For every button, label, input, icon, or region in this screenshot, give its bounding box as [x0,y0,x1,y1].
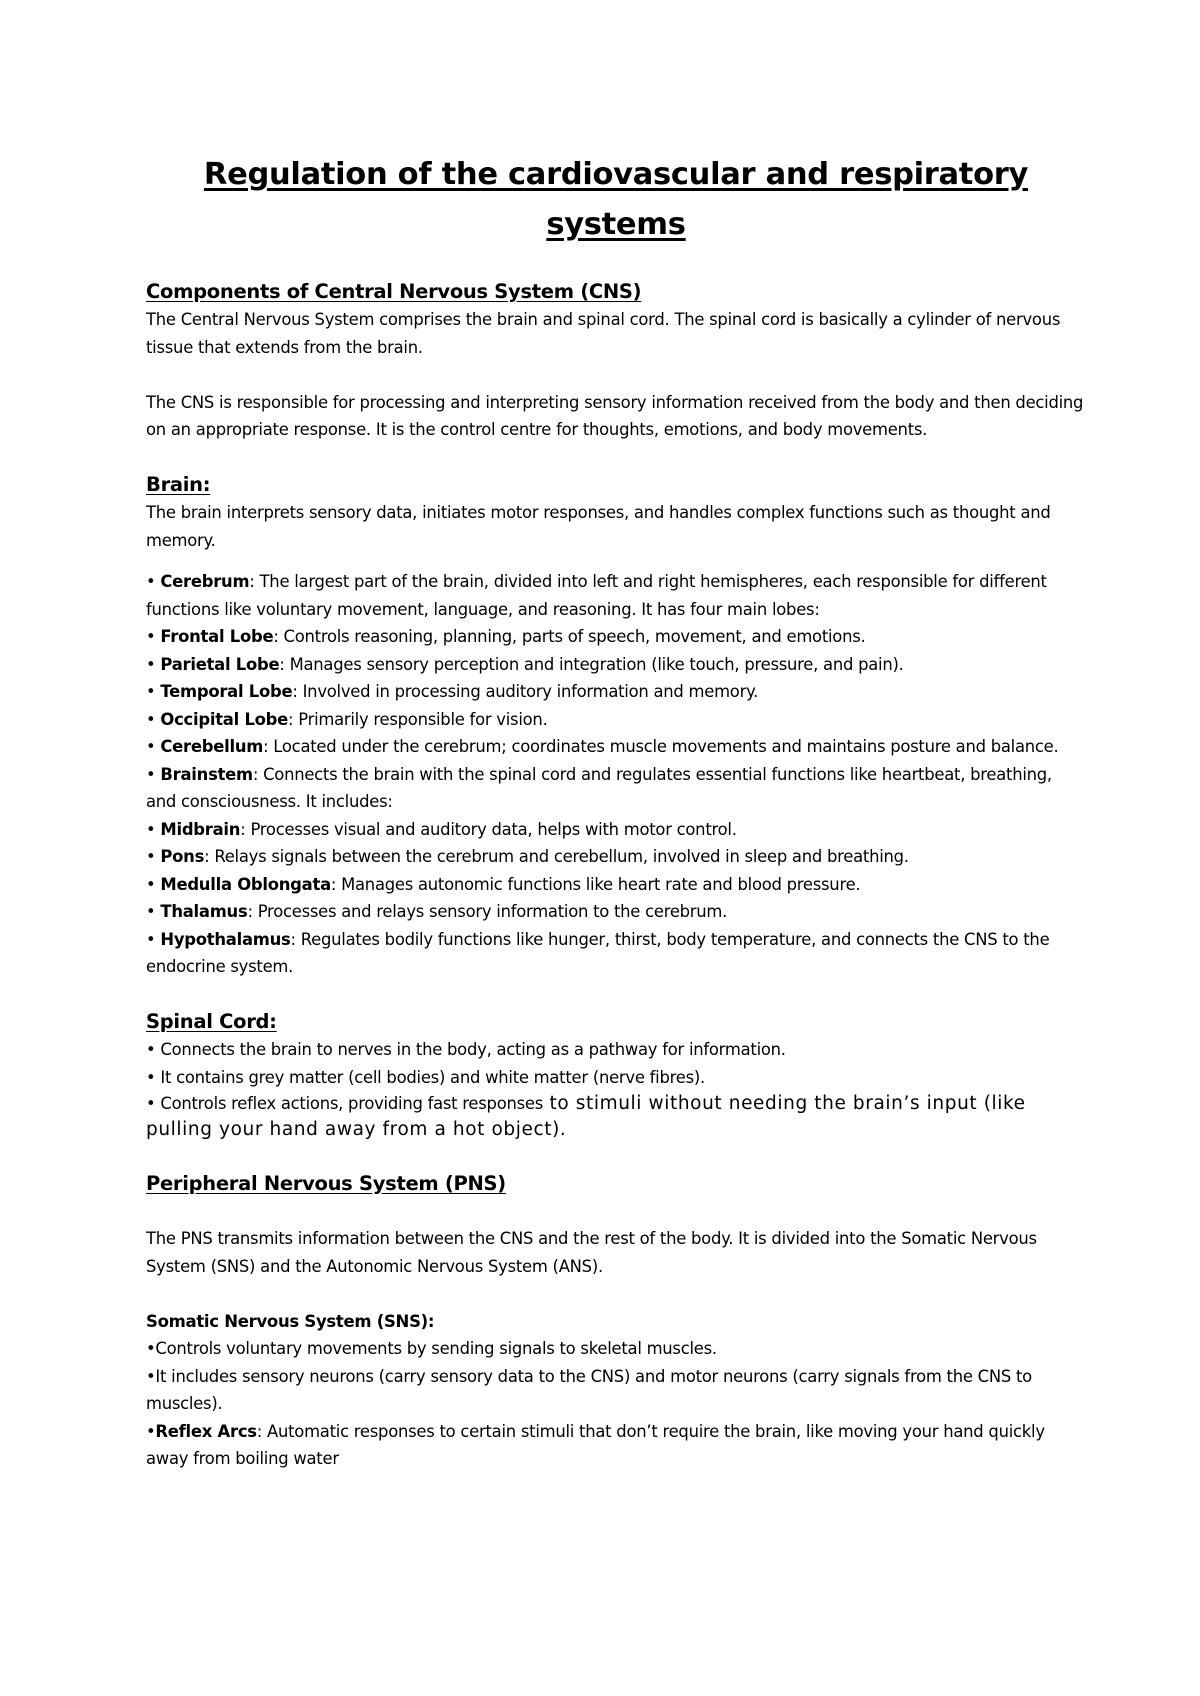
bullet-term: Pons [160,847,205,866]
bullet-text: It includes sensory neurons (carry sensory data to the CNS) and motor neurons (carry signals from the CNS to muscles). [146,1366,1032,1413]
sns-bullet [146,1363,1086,1418]
bullet-symbol: • [146,819,156,839]
brain-bullet-temporal-lobe [146,678,1086,706]
bullet-term: Brainstem [160,764,253,784]
bullet-symbol: • [146,929,156,949]
spacer [146,1280,1086,1308]
bullet-text: : Connects the brain with the spinal cord and regulates essential functions like heartbeat, breathing, and consciousness. It includes: [146,764,1052,811]
brain-heading: Brain: [146,473,211,496]
spinal-cord-bullet [146,1091,1086,1142]
bullet-symbol: • [146,654,156,674]
spacer [146,554,1086,568]
bullet-symbol: • [146,709,156,729]
bullet-text: : Located under the cerebrum; coordinates muscle movements and maintains posture and balance. [263,737,1059,756]
bullet-symbol: • [146,1040,156,1059]
bullet-term: Medulla Oblongata [160,874,331,894]
bullet-symbol: • [146,1366,156,1386]
document-title: Regulation of the cardiovascular and respiratory systems [203,157,1029,242]
bullet-term: Thalamus [160,902,248,921]
bullet-symbol: • [146,902,156,921]
bullet-symbol: • [146,627,156,646]
brain-bullet-list [146,568,1086,981]
sns-bullet-list [146,1335,1086,1473]
bullet-symbol: • [146,874,156,894]
brain-intro: The brain interprets sensory data, initiates motor responses, and handles complex functions such as thought and memory. [146,503,1051,550]
bullet-text: : Manages autonomic functions like heart rate and blood pressure. [330,874,861,894]
document-page [146,150,1086,1473]
cns-heading: Components of Central Nervous System (CNS) [146,280,642,303]
spacer [146,1198,1086,1226]
bullet-term: Reflex Arcs [155,1421,257,1441]
bullet-text: : The largest part of the brain, divided into left and right hemispheres, each responsible for different functions like voluntary movement, language, and reasoning. It has four main lobes: [146,572,1047,619]
bullet-symbol: • [146,847,156,866]
brain-bullet-midbrain [146,816,1086,844]
bullet-term: Cerebrum [160,572,250,591]
bullet-symbol: • [146,737,156,756]
bullet-term: Parietal Lobe [160,654,280,674]
spinal-cord-heading: Spinal Cord: [146,1010,277,1033]
bullet-text: : Processes and relays sensory information to the cerebrum. [247,902,728,921]
bullet-symbol: • [146,682,156,701]
brain-bullet-hypothalamus [146,926,1086,981]
brain-bullet-medulla-oblongata [146,871,1086,899]
sns-heading: Somatic Nervous System (SNS): [146,1311,435,1331]
brain-bullet-cerebrum [146,568,1086,623]
bullet-term: Midbrain [160,819,241,839]
bullet-text: : Primarily responsible for vision. [288,709,548,729]
spacer [146,981,1086,1009]
bullet-symbol: • [146,1094,156,1113]
brain-bullet-cerebellum [146,733,1086,761]
brain-bullet-thalamus [146,898,1086,926]
bullet-term: Occipital Lobe [160,709,288,729]
bullet-term: Hypothalamus [160,929,291,949]
cns-paragraph-2: The CNS is responsible for processing and interpreting sensory information received from the body and then deciding on an appropriate response. It is the control centre for thoughts, emotions, and body movements. [146,392,1084,439]
cns-paragraph-1: The Central Nervous System comprises the brain and spinal cord. The spinal cord is basically a cylinder of nervous tissue that extends from the brain. [146,310,1061,357]
bullet-term: Cerebellum [160,737,264,756]
brain-bullet-parietal-lobe [146,651,1086,679]
spacer [146,1142,1086,1170]
bullet-text: : Automatic responses to certain stimuli that don’t require the brain, like moving your hand quickly away from boiling water [146,1421,1045,1468]
sns-bullet [146,1335,1086,1363]
spinal-cord-bullet [146,1064,1086,1092]
bullet-symbol: • [146,764,156,784]
spinal-cord-bullet [146,1036,1086,1064]
pns-paragraph: The PNS transmits information between the CNS and the rest of the body. It is divided into the Somatic Nervous System (SNS) and the Autonomic Nervous System (ANS). [146,1229,1037,1276]
spacer [146,361,1086,389]
bullet-text: : Regulates bodily functions like hunger, thirst, body temperature, and connects the CNS to the endocrine system. [146,929,1050,976]
brain-bullet-occipital-lobe [146,706,1086,734]
brain-bullet-brainstem [146,761,1086,816]
bullet-symbol: • [146,1067,156,1087]
bullet-text: : Controls reasoning, planning, parts of speech, movement, and emotions. [273,627,866,646]
bullet-text: : Manages sensory perception and integration (like touch, pressure, and pain). [279,654,904,674]
brain-bullet-frontal-lobe [146,623,1086,651]
spinal-cord-bullet-list [146,1036,1086,1142]
bullet-symbol: • [146,1421,156,1441]
bullet-text: : Processes visual and auditory data, helps with motor control. [240,819,737,839]
bullet-symbol: • [146,572,156,591]
bullet-term: Frontal Lobe [160,627,274,646]
bullet-text: Connects the brain to nerves in the body, acting as a pathway for information. [160,1040,786,1059]
bullet-text: : Relays signals between the cerebrum and cerebellum, involved in sleep and breathing. [204,847,909,866]
sns-bullet-reflex-arcs [146,1418,1086,1473]
brain-bullet-pons [146,843,1086,871]
bullet-term: Temporal Lobe [160,682,293,701]
bullet-text: : Involved in processing auditory information and memory. [292,682,759,701]
bullet-text-tail: to stimuli without needing the brain’s input (like pulling your hand away from a hot object). [146,1093,1026,1140]
bullet-symbol: • [146,1339,156,1358]
spacer [146,444,1086,472]
bullet-text: It contains grey matter (cell bodies) and white matter (nerve fibres). [160,1067,705,1087]
bullet-text: Controls reflex actions, providing fast responses [160,1094,544,1113]
bullet-text: Controls voluntary movements by sending signals to skeletal muscles. [155,1339,717,1358]
pns-heading: Peripheral Nervous System (PNS) [146,1171,506,1195]
